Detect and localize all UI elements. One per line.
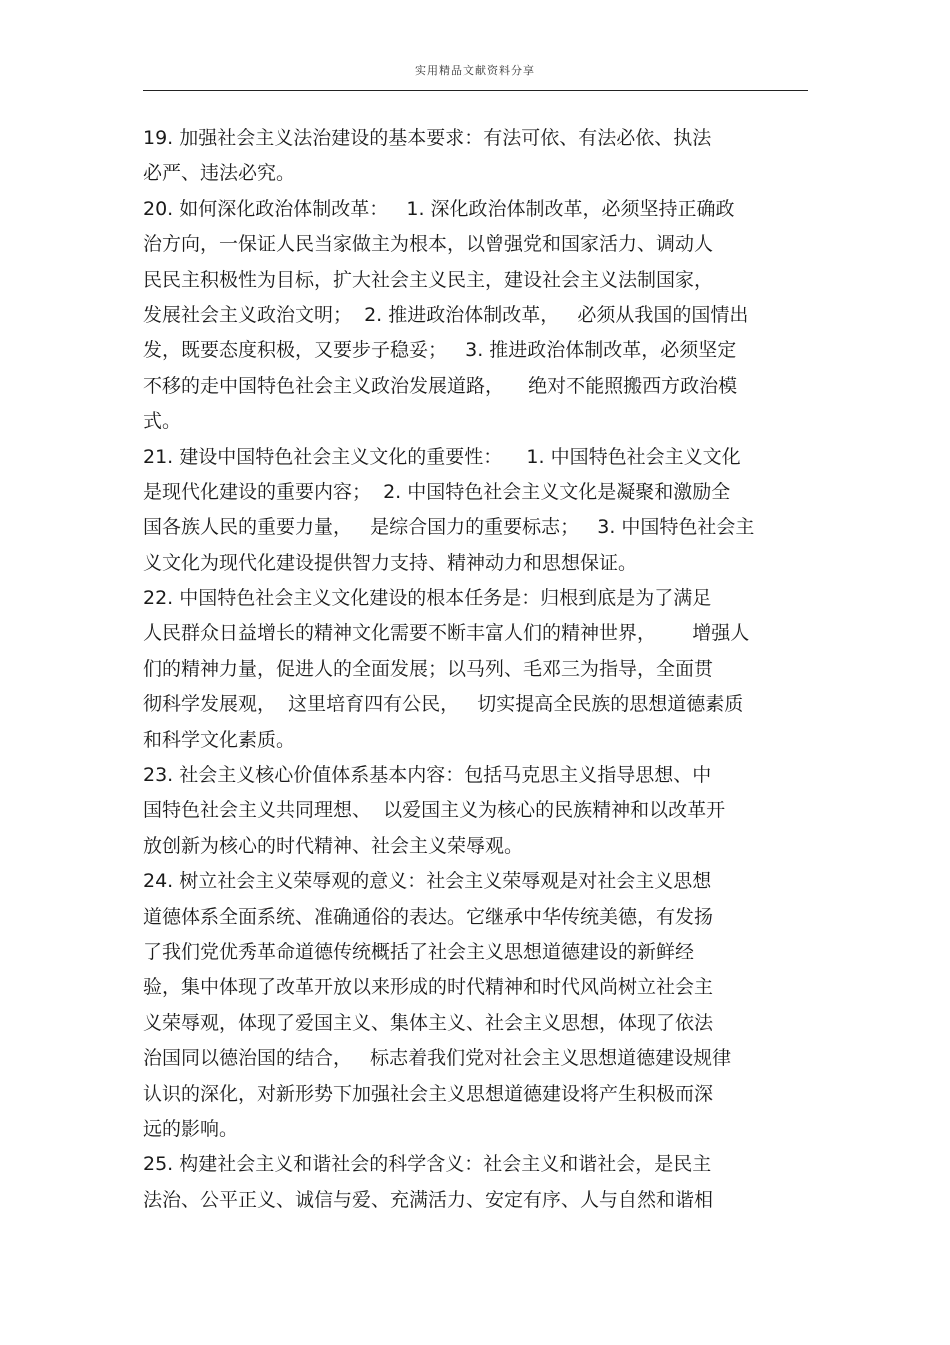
text-line: 道德体系全面系统、准确通俗的表达。它继承中华传统美德，有发扬 (143, 905, 714, 928)
text-line: 22. 中国特色社会主义文化建设的根本任务是：归根到底是为了满足 (143, 587, 712, 610)
text-line: 25. 构建社会主义和谐社会的科学含义：社会主义和谐社会，是民主 (143, 1153, 712, 1176)
text-line: 国各族人民的重要力量， 是综合国力的重要标志； 3. 中国特色社会主 (143, 516, 755, 539)
text-line: 治方向，一保证人民当家做主为根本，以曾强党和国家活力、调动人 (143, 233, 714, 256)
text-line: 们的精神力量，促进人的全面发展；以马列、毛邓三为指导，全面贯 (143, 657, 714, 680)
page-header: 实用精品文献资料分享 (415, 64, 535, 77)
text-line: 不移的走中国特色社会主义政治发展道路， 绝对不能照搬西方政治模 (143, 374, 738, 397)
text-line: 和科学文化素质。 (143, 728, 296, 751)
text-line: 远的影响。 (143, 1117, 239, 1140)
text-line: 发展社会主义政治文明； 2. 推进政治体制改革， 必须从我国的国情出 (143, 303, 749, 326)
text-line: 23. 社会主义核心价值体系基本内容：包括马克思主义指导思想、中 (143, 764, 712, 787)
text-line: 义荣辱观，体现了爱国主义、集体主义、社会主义思想，体现了依法 (143, 1011, 714, 1034)
text-line: 式。 (143, 410, 182, 433)
text-line: 必严、违法必究。 (143, 162, 296, 185)
text-line: 验，集中体现了改革开放以来形成的时代精神和时代风尚树立社会主 (143, 976, 714, 999)
text-line: 19. 加强社会主义法治建设的基本要求：有法可依、有法必依、执法 (143, 127, 712, 149)
text-line: 是现代化建设的重要内容； 2. 中国特色社会主义文化是凝聚和激励全 (143, 480, 731, 503)
text-line: 民民主积极性为目标，扩大社会主义民主，建设社会主义法制国家， (143, 268, 714, 291)
text-line: 国特色社会主义共同理想、 以爱国主义为核心的民族精神和以改革开 (143, 799, 726, 822)
text-line: 彻科学发展观， 这里培育四有公民， 切实提高全民族的思想道德素质 (143, 693, 744, 716)
text-line: 治国同以德治国的结合， 标志着我们党对社会主义思想道德建设规律 (143, 1047, 732, 1070)
text-line: 法治、公平正义、诚信与爱、充满活力、安定有序、人与自然和谐相 (143, 1188, 714, 1211)
text-line: 认识的深化，对新形势下加强社会主义思想道德建设将产生积极而深 (143, 1082, 714, 1105)
text-line: 放创新为核心的时代精神、社会主义荣辱观。 (143, 834, 524, 857)
text-line: 人民群众日益增长的精神文化需要不断丰富人们的精神世界， 增强人 (143, 622, 750, 645)
text-line: 24. 树立社会主义荣辱观的意义：社会主义荣辱观是对社会主义思想 (143, 870, 712, 893)
text-line: 21. 建设中国特色社会主义文化的重要性： 1. 中国特色社会主义文化 (143, 445, 741, 468)
text-line: 义文化为现代化建设提供智力支持、精神动力和思想保证。 (143, 551, 638, 574)
header-divider (143, 90, 808, 91)
text-line: 20. 如何深化政治体制改革： 1. 深化政治体制改革，必须坚持正确政 (143, 197, 735, 220)
document-body (143, 121, 808, 1218)
text-line: 了我们党优秀革命道德传统概括了社会主义思想道德建设的新鲜经 (143, 940, 695, 963)
text-line: 发，既要态度积极，又要步子稳妥； 3. 推进政治体制改革，必须坚定 (143, 339, 737, 362)
